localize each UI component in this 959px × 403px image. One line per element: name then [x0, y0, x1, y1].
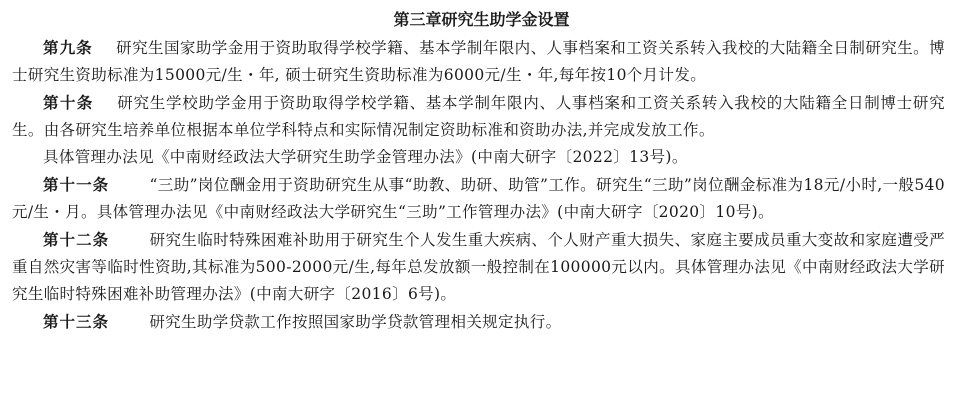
- article-text: 研究生助学贷款工作按照国家助学贷款管理相关规定执行。: [149, 313, 562, 331]
- article-13: [12, 308, 945, 336]
- article-number: 第十二条: [43, 230, 110, 249]
- article-text: “三助”岗位酬金用于资助研究生从事“助教、助研、助管”工作。研究生“三助”岗位酬金标准为18元/小时,一般540元/生・月。具体管理办法见《中南财经政法大学研究生“三助”工作管理办法》(中南大研字〔2020〕10号)。: [12, 176, 945, 221]
- chapter-title: 第三章研究生助学金设置: [393, 10, 570, 29]
- article-11: [12, 171, 945, 226]
- article-text: 研究生学校助学金用于资助取得学校学籍、基本学制年限内、人事档案和工资关系转入我校的大陆籍全日制博士研究生。由各研究生培养单位根据本单位学科特点和实际情况制定资助标准和资助办法,并完成发放工作。: [12, 94, 945, 139]
- article-text: 研究生临时特殊困难补助用于研究生个人发生重大疾病、个人财产重大损失、家庭主要成员重大变故和家庭遭受严重自然灾害等临时性资助,其标准为500-2000元/生,每年总发放额一般控制在100000元以内。具体管理办法见《中南财经政法大学研究生临时特殊困难补助管理办法》(中南大研字〔2016〕6号)。: [12, 231, 945, 303]
- article-9: [12, 34, 945, 89]
- article-number: 第十条: [43, 93, 94, 112]
- article-12: [12, 226, 945, 308]
- article-10: [12, 89, 945, 144]
- article-text: 具体管理办法见《中南财经政法大学研究生助学金管理办法》(中南大研字〔2022〕13号)。: [43, 148, 688, 166]
- article-number: 第十一条: [43, 175, 110, 194]
- article-text: 研究生国家助学金用于资助取得学校学籍、基本学制年限内、人事档案和工资关系转入我校的大陆籍全日制研究生。博士研究生资助标准为15000元/生・年, 硕士研究生资助标准为6000元/生・年,每年按10个月计发。: [12, 39, 945, 84]
- article-10-note: [12, 144, 945, 171]
- article-number: 第十三条: [43, 312, 110, 331]
- article-number: 第九条: [43, 38, 93, 57]
